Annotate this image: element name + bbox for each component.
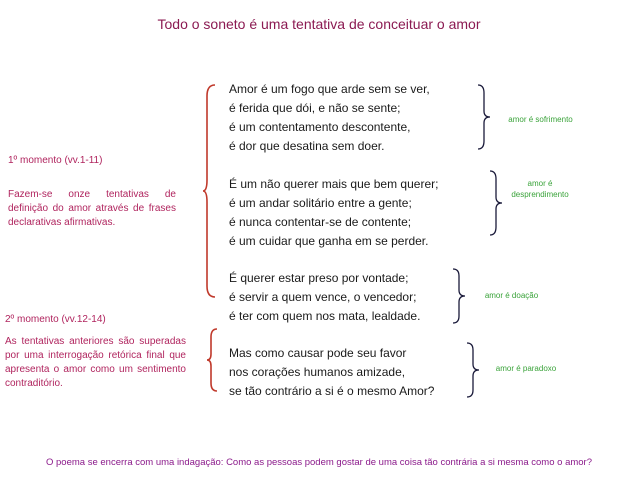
- stanza-4: [229, 344, 434, 401]
- stanza-1: [229, 80, 430, 156]
- stanza-3: [229, 269, 420, 326]
- verse-line: É querer estar preso por vontade;: [229, 271, 409, 285]
- verse-line: se tão contrário a si é o mesmo Amor?: [229, 384, 435, 398]
- note-desprendimento-line-2: desprendimento: [511, 190, 569, 199]
- verse-line: É um não querer mais que bem querer;: [229, 177, 439, 191]
- moment-1-title: 1º momento (vv.1-11): [8, 155, 103, 166]
- verse-line: Amor é um fogo que arde sem se ver,: [229, 82, 430, 96]
- moment-2-title: 2º momento (vv.12-14): [5, 314, 106, 325]
- verse-line: é ter com quem nos mata, lealdade.: [229, 309, 421, 323]
- right-brace-1: [477, 84, 491, 150]
- page-title: Todo o soneto é uma tentativa de conceituar o amor: [157, 16, 481, 32]
- note-paradoxo: amor é paradoxo: [495, 364, 557, 373]
- verse-line: é um cuidar que ganha em se perder.: [229, 234, 429, 248]
- footer-caption: O poema se encerra com uma indagação: Como as pessoas podem gostar de uma coisa tão contrária a si mesma como o amor?: [46, 457, 592, 468]
- moment-2-text: As tentativas anteriores são superadas por uma interrogação retórica final que apresenta o amor como um sentimento contraditório.: [5, 336, 186, 389]
- verse-line: é ferida que dói, e não se sente;: [229, 101, 401, 115]
- note-desprendimento-line-1: amor é: [527, 179, 553, 188]
- red-brace-final: [206, 328, 218, 392]
- verse-line: é servir a quem vence, o vencedor;: [229, 290, 417, 304]
- note-desprendimento: [495, 178, 585, 200]
- verse-line: nos corações humanos amizade,: [229, 365, 406, 379]
- stanza-2: [229, 175, 438, 251]
- verse-line: é dor que desatina sem doer.: [229, 139, 385, 153]
- red-brace-tercets: [202, 84, 216, 298]
- verse-line: é um andar solitário entre a gente;: [229, 196, 412, 210]
- right-brace-3: [452, 268, 466, 324]
- right-brace-4: [466, 342, 480, 398]
- moment-1-text: Fazem-se onze tentativas de definição do amor através de frases declarativas afirmativas.: [8, 189, 176, 228]
- verse-line: é um contentamento descontente,: [229, 120, 411, 134]
- note-doacao: amor é doação: [484, 291, 539, 300]
- verse-line: Mas como causar pode seu favor: [229, 346, 407, 360]
- verse-line: é nunca contentar-se de contente;: [229, 215, 412, 229]
- note-sofrimento: amor é sofrimento: [508, 115, 573, 124]
